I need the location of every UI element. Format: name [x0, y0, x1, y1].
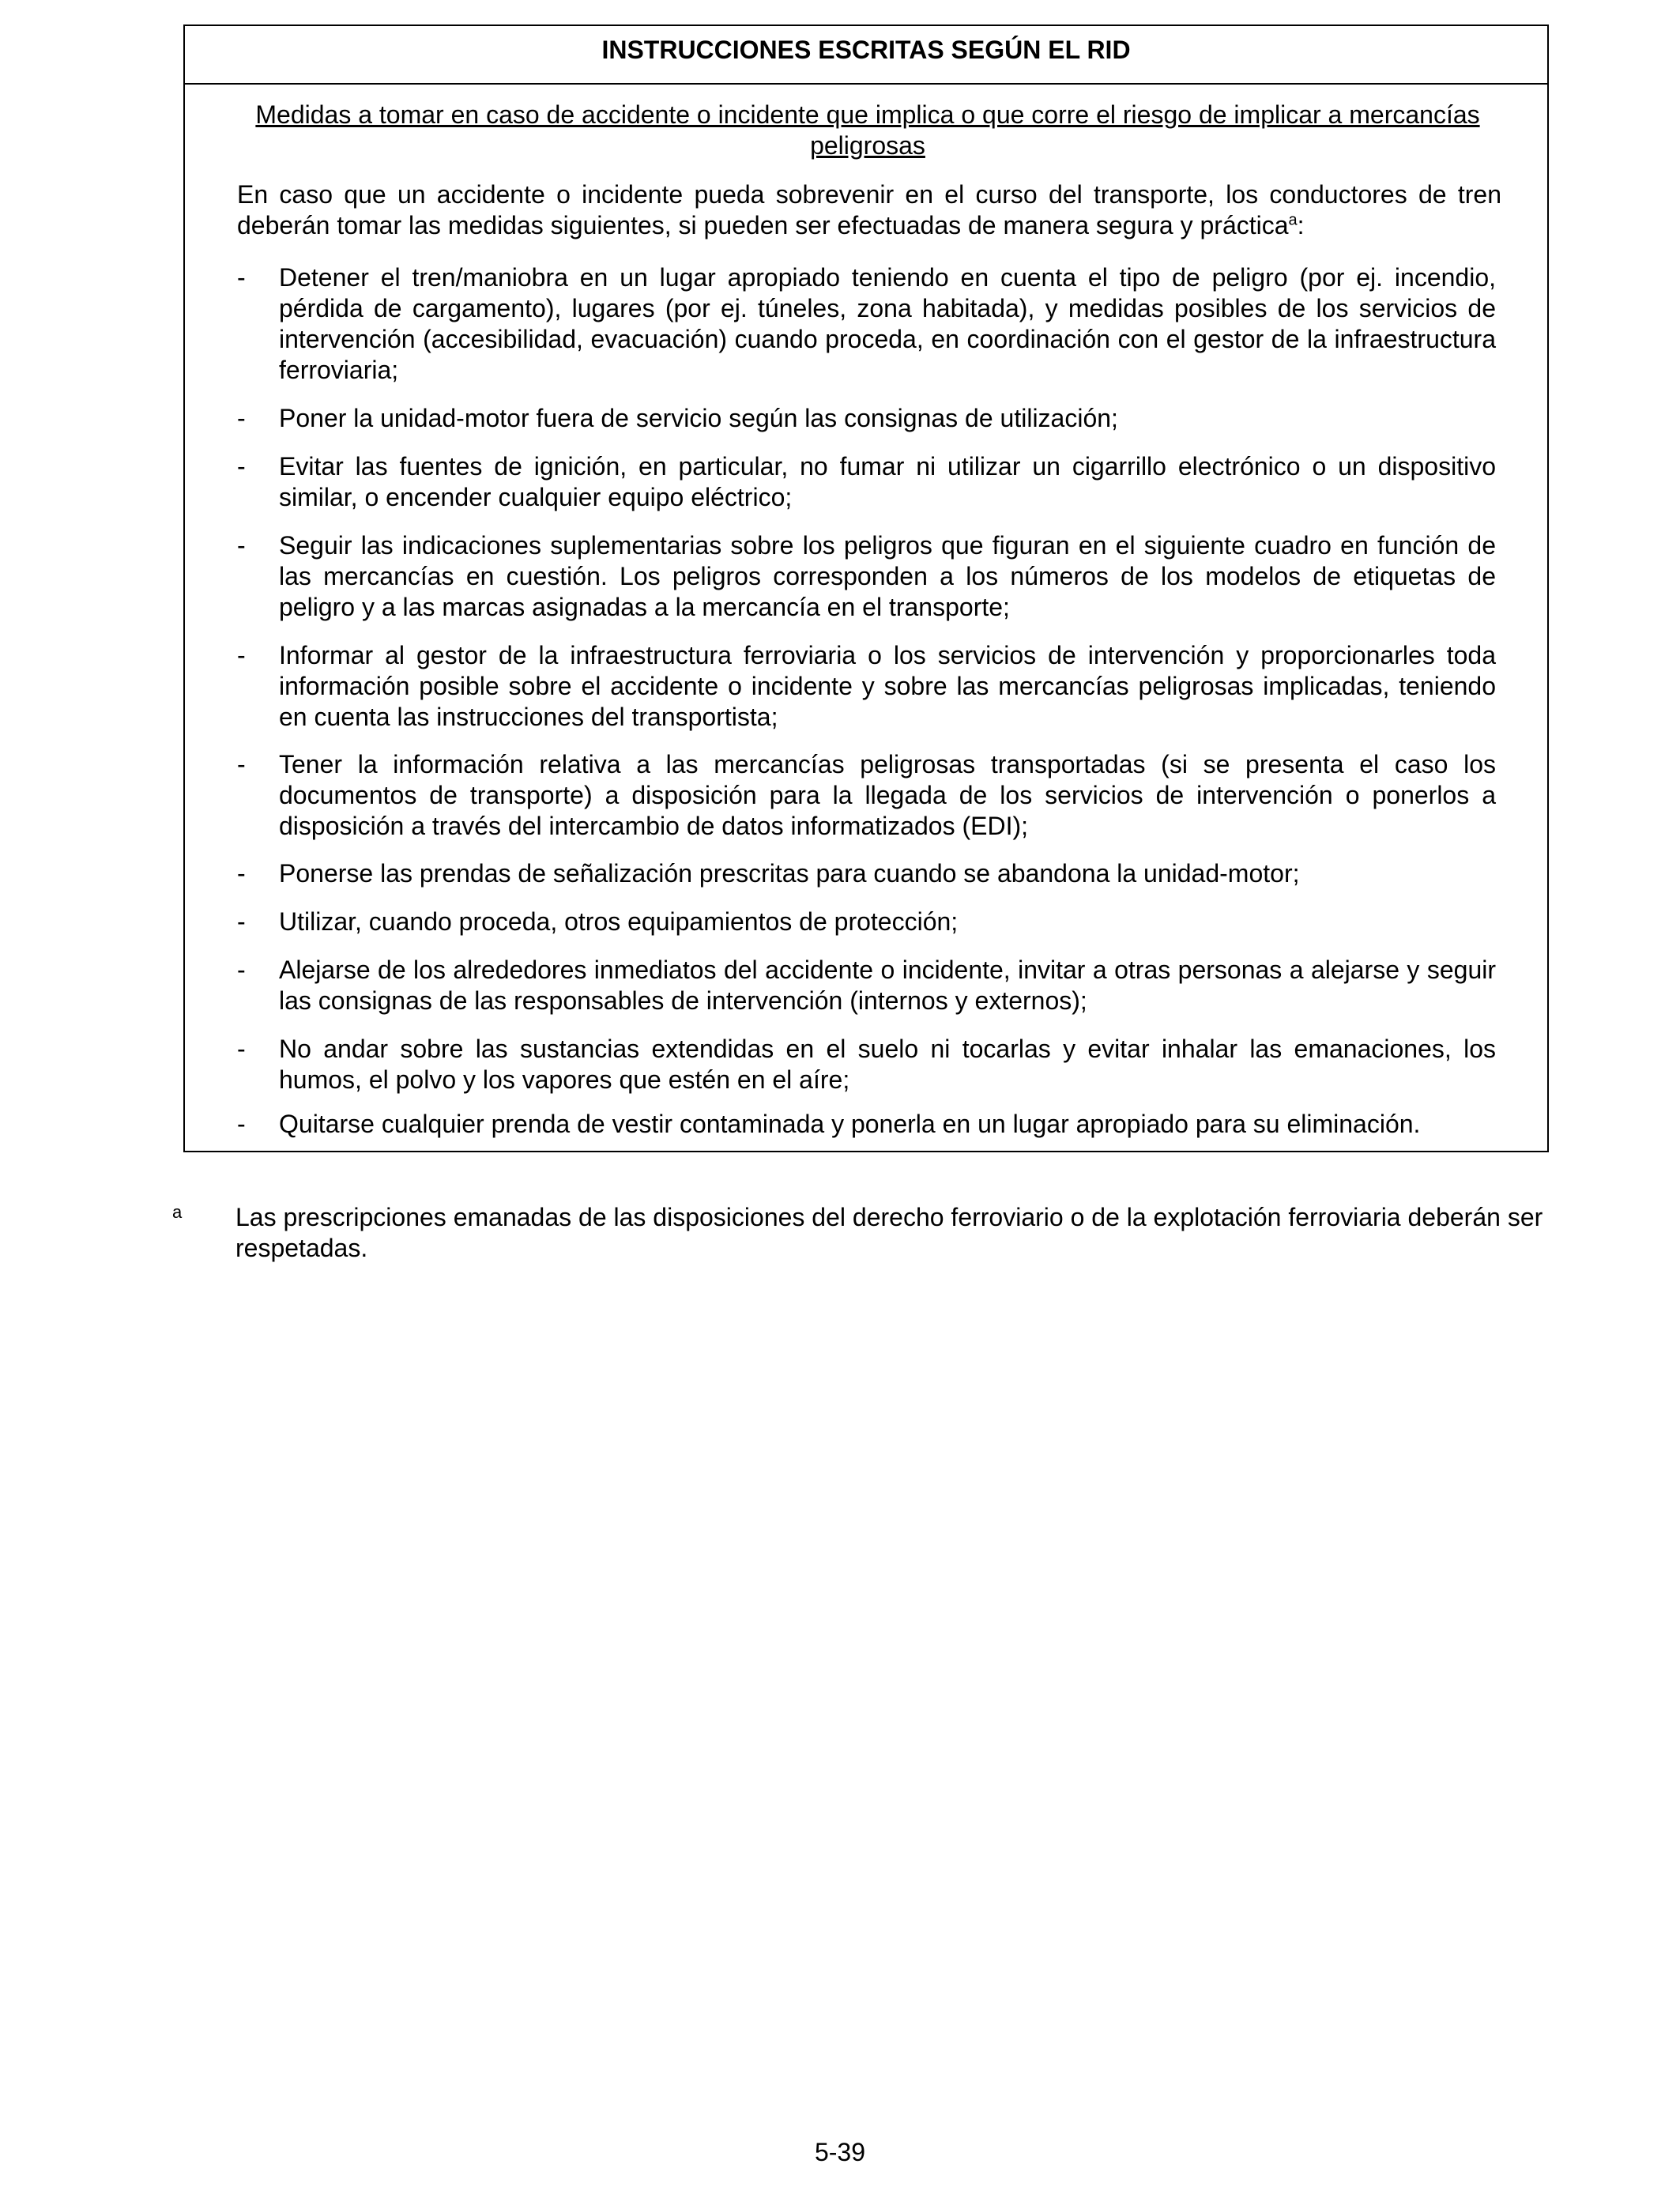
page-number: 5-39	[814, 2138, 866, 2166]
intro-paragraph	[237, 179, 1501, 241]
list-item-text: Informar al gestor de la infraestructura ferroviaria o los servicios de intervención y proporcionarles toda información posible sobre el accidente o incidente y sobre las mercancías peligrosas implicadas, teniendo en cuenta las instrucciones del transportista;	[279, 641, 1496, 731]
list-item-text: Detener el tren/maniobra en un lugar apropiado teniendo en cuenta el tipo de peligro (por ej. incendio, pérdida de cargamento), lugares (por ej. túneles, zona habitada), y medidas posibles de los servicios de intervención (accesibilidad, evacuación) cuando proceda, en coordinación con el gestor de la infraestructura ferroviaria;	[279, 263, 1496, 384]
list-item-text: No andar sobre las sustancias extendidas en el suelo ni tocarlas y evitar inhalar las emanaciones, los humos, el polvo y los vapores que estén en el aíre;	[279, 1035, 1496, 1094]
bullet-dash: -	[237, 750, 246, 778]
list-item-text: Seguir las indicaciones suplementarias sobre los peligros que figuran en el siguiente cuadro en función de las mercancías en cuestión. Los peligros corresponden a los números de los modelos de etiquetas de peligro y a las marcas asignadas a la mercancía en el transporte;	[279, 531, 1496, 621]
bullet-dash: -	[237, 859, 246, 888]
intro-text: En caso que un accidente o incidente pueda sobrevenir en el curso del transporte, los conductores de tren deberán tomar las medidas siguientes, si pueden ser efectuadas de manera segura y práctica	[237, 180, 1501, 239]
list-item-text: Alejarse de los alrededores inmediatos del accidente o incidente, invitar a otras personas a alejarse y seguir las consignas de las responsables de intervención (internos y externos);	[279, 956, 1496, 1015]
bullet-dash: -	[237, 263, 246, 292]
list-item-text: Ponerse las prendas de señalización prescritas para cuando se abandona la unidad-motor;	[279, 859, 1300, 888]
bullet-dash: -	[237, 956, 246, 984]
list-item-text: Tener la información relativa a las mercancías peligrosas transportadas (si se presenta el caso los documentos de transporte) a disposición para la llegada de los servicios de intervención o ponerlos a disposición a través del intercambio de datos informatizados (EDI);	[279, 750, 1496, 840]
title-row	[185, 26, 1547, 85]
bullet-dash: -	[237, 641, 246, 669]
bullet-dash: -	[237, 907, 246, 936]
instructions-box	[183, 25, 1549, 1152]
intro-end: :	[1297, 211, 1305, 239]
box-title: INSTRUCCIONES ESCRITAS SEGÚN EL RID	[601, 36, 1131, 64]
footnote-reference: a	[1288, 211, 1298, 229]
list-item-text: Utilizar, cuando proceda, otros equipamientos de protección;	[279, 907, 959, 936]
bullet-dash: -	[237, 452, 246, 481]
bullet-dash: -	[237, 531, 246, 560]
bullet-dash: -	[237, 1035, 246, 1063]
section-subtitle: Medidas a tomar en caso de accidente o incidente que implica o que corre el riesgo de implicar a mercancías peligrosas	[255, 100, 1480, 160]
list-item-text: Evitar las fuentes de ignición, en particular, no fumar ni utilizar un cigarrillo electrónico o un dispositivo similar, o encender cualquier equipo eléctrico;	[279, 452, 1496, 511]
bullet-dash: -	[237, 1110, 246, 1138]
list-item-text: Quitarse cualquier prenda de vestir contaminada y ponerla en un lugar apropiado para su eliminación.	[279, 1110, 1421, 1138]
footnote-mark: a	[172, 1202, 183, 1222]
list-item-text: Poner la unidad-motor fuera de servicio según las consignas de utilización;	[279, 404, 1118, 432]
footnote-text: Las prescripciones emanadas de las disposiciones del derecho ferroviario o de la explotación ferroviaria deberán ser respetadas.	[235, 1203, 1543, 1262]
bullet-dash: -	[237, 404, 246, 432]
